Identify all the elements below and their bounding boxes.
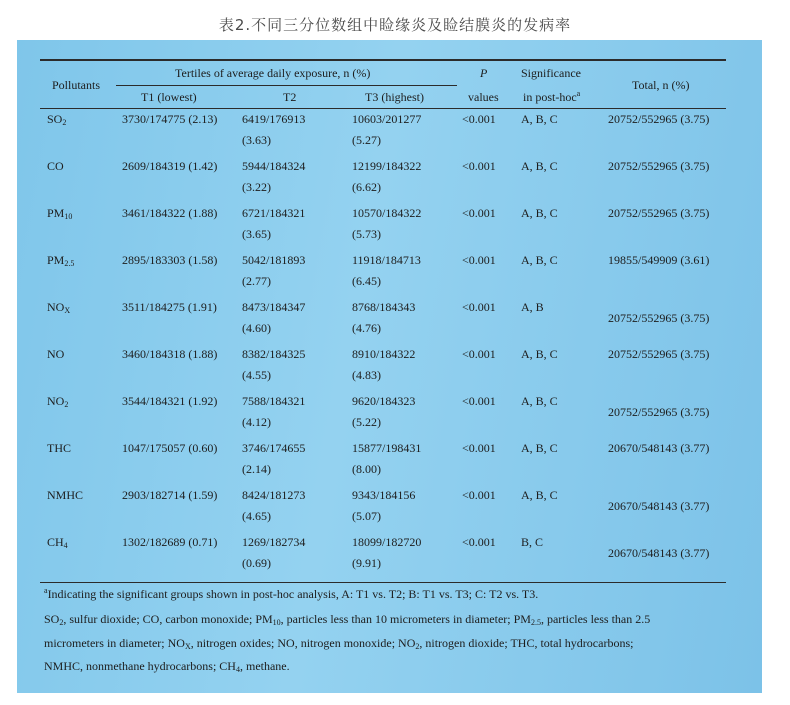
footnote-abbrev-1: $SO_2$, sulfur dioxide; CO, carbon monoxide; $PM_{10}$, particles less than 10 micrometers in diameter; $PM_{2.5}$, particles less than 2.5	[44, 612, 651, 627]
t3-percent: (5.22)	[352, 415, 381, 429]
header-significance-bottom: in post-hoc$^a$	[523, 89, 581, 104]
t2-percent: (0.69)	[242, 556, 271, 570]
t3-percent: (5.27)	[352, 133, 381, 147]
significance: A, B, C	[521, 253, 558, 267]
t3-count: 15877/198431	[352, 441, 422, 455]
t2-percent: (2.77)	[242, 274, 271, 288]
footnote-abbrev-3: NMHC, nonmethane hydrocarbons; $CH_4$, methane.	[44, 659, 290, 674]
t3-count: 9343/184156	[352, 488, 416, 502]
t2-percent: (4.65)	[242, 509, 271, 523]
t1-value: 1302/182689 (0.71)	[122, 535, 218, 549]
table-panel	[17, 40, 762, 693]
table-caption: 表2.不同三分位数组中睑缘炎及睑结膜炎的发病率	[218, 16, 572, 34]
total-value: 20752/552965 (3.75)	[608, 311, 710, 325]
t2-count: 8473/184347	[242, 300, 306, 314]
p-value: <0.001	[462, 347, 496, 361]
t3-count: 9620/184323	[352, 394, 416, 408]
t1-value: 3544/184321 (1.92)	[122, 394, 218, 408]
header-significance-top: Significance	[521, 66, 581, 80]
p-value: <0.001	[462, 253, 496, 267]
total-value: 20752/552965 (3.75)	[608, 206, 710, 220]
total-value: 20752/552965 (3.75)	[608, 159, 710, 173]
pollutant-name: NO	[47, 347, 65, 361]
t3-count: 11918/184713	[352, 253, 421, 267]
header-p-top: P	[480, 66, 488, 80]
p-value: <0.001	[462, 441, 496, 455]
t2-percent: (3.63)	[242, 133, 271, 147]
t3-count: 10603/201277	[352, 112, 422, 126]
pollutant-name: $NO_X$	[47, 300, 71, 315]
pollutant-name: $CH_4$	[47, 535, 68, 550]
pollutant-name: $PM_{2.5}$	[47, 253, 75, 268]
pollutant-name: CO	[47, 159, 64, 173]
significance: A, B, C	[521, 206, 558, 220]
significance: A, B	[521, 300, 544, 314]
t3-count: 18099/182720	[352, 535, 422, 549]
t2-count: 8424/181273	[242, 488, 306, 502]
t1-value: 2895/183303 (1.58)	[122, 253, 218, 267]
significance: A, B, C	[521, 441, 558, 455]
p-value: <0.001	[462, 488, 496, 502]
t3-count: 12199/184322	[352, 159, 422, 173]
total-value: 20752/552965 (3.75)	[608, 112, 710, 126]
t2-percent: (2.14)	[242, 462, 271, 476]
header-t1: T1 (lowest)	[141, 90, 197, 104]
significance: A, B, C	[521, 112, 558, 126]
t2-count: 5944/184324	[242, 159, 306, 173]
significance: A, B, C	[521, 488, 558, 502]
header-pollutants: Pollutants	[52, 78, 101, 92]
footnote-significance: $^a$Indicating the significant groups shown in post-hoc analysis, A: T1 vs. T2; B: T1 vs. T3; C: T2 vs. T3.	[44, 586, 539, 601]
footnote-abbrev-2: micrometers in diameter; $NO_X$, nitrogen oxides; NO, nitrogen monoxide; $NO_2$, nitrogen dioxide; THC, total hydrocarbons;	[44, 636, 634, 651]
t2-percent: (4.60)	[242, 321, 271, 335]
t1-value: 1047/175057 (0.60)	[122, 441, 218, 455]
p-value: <0.001	[462, 300, 496, 314]
bottom-rule	[40, 582, 726, 583]
p-value: <0.001	[462, 159, 496, 173]
t3-count: 10570/184322	[352, 206, 422, 220]
t3-percent: (5.73)	[352, 227, 381, 241]
total-value: 20670/548143 (3.77)	[608, 546, 710, 560]
pollutant-name: $SO_2$	[47, 112, 67, 127]
header-p-bottom: values	[468, 90, 499, 104]
t2-count: 1269/182734	[242, 535, 306, 549]
t2-count: 5042/181893	[242, 253, 306, 267]
t3-count: 8910/184322	[352, 347, 416, 361]
total-value: 20752/552965 (3.75)	[608, 405, 710, 419]
tertile-rule	[116, 85, 457, 86]
t1-value: 3460/184318 (1.88)	[122, 347, 218, 361]
total-value: 20752/552965 (3.75)	[608, 347, 710, 361]
t3-count: 8768/184343	[352, 300, 416, 314]
header-total: Total, n (%)	[632, 78, 690, 92]
t2-percent: (3.65)	[242, 227, 271, 241]
significance: B, C	[521, 535, 544, 549]
t2-percent: (3.22)	[242, 180, 271, 194]
t2-percent: (4.12)	[242, 415, 271, 429]
t2-count: 3746/174655	[242, 441, 306, 455]
pollutant-name: $PM_{10}$	[47, 206, 73, 221]
t1-value: 2903/182714 (1.59)	[122, 488, 218, 502]
p-value: <0.001	[462, 112, 496, 126]
p-value: <0.001	[462, 535, 496, 549]
t2-percent: (4.55)	[242, 368, 271, 382]
total-value: 19855/549909 (3.61)	[608, 253, 710, 267]
top-rule	[40, 59, 726, 61]
t3-percent: (9.91)	[352, 556, 381, 570]
significance: A, B, C	[521, 394, 558, 408]
header-t3: T3 (highest)	[365, 90, 424, 104]
significance: A, B, C	[521, 159, 558, 173]
t3-percent: (4.76)	[352, 321, 381, 335]
t1-value: 3461/184322 (1.88)	[122, 206, 218, 220]
t2-count: 7588/184321	[242, 394, 306, 408]
t1-value: 2609/184319 (1.42)	[122, 159, 218, 173]
total-value: 20670/548143 (3.77)	[608, 499, 710, 513]
t1-value: 3730/174775 (2.13)	[122, 112, 218, 126]
t2-count: 6419/176913	[242, 112, 306, 126]
pollutant-name: NMHC	[47, 488, 84, 502]
t3-percent: (8.00)	[352, 462, 381, 476]
p-value: <0.001	[462, 394, 496, 408]
t3-percent: (6.45)	[352, 274, 381, 288]
header-tertiles: Tertiles of average daily exposure, n (%)	[175, 66, 371, 80]
header-t2: T2	[283, 90, 297, 104]
t3-percent: (6.62)	[352, 180, 381, 194]
pollutant-name: $NO_2$	[47, 394, 69, 409]
t2-count: 8382/184325	[242, 347, 306, 361]
t1-value: 3511/184275 (1.91)	[122, 300, 217, 314]
pollutant-name: THC	[47, 441, 71, 455]
t3-percent: (5.07)	[352, 509, 381, 523]
t2-count: 6721/184321	[242, 206, 306, 220]
significance: A, B, C	[521, 347, 558, 361]
p-value: <0.001	[462, 206, 496, 220]
header-rule	[40, 108, 726, 109]
total-value: 20670/548143 (3.77)	[608, 441, 710, 455]
t3-percent: (4.83)	[352, 368, 381, 382]
